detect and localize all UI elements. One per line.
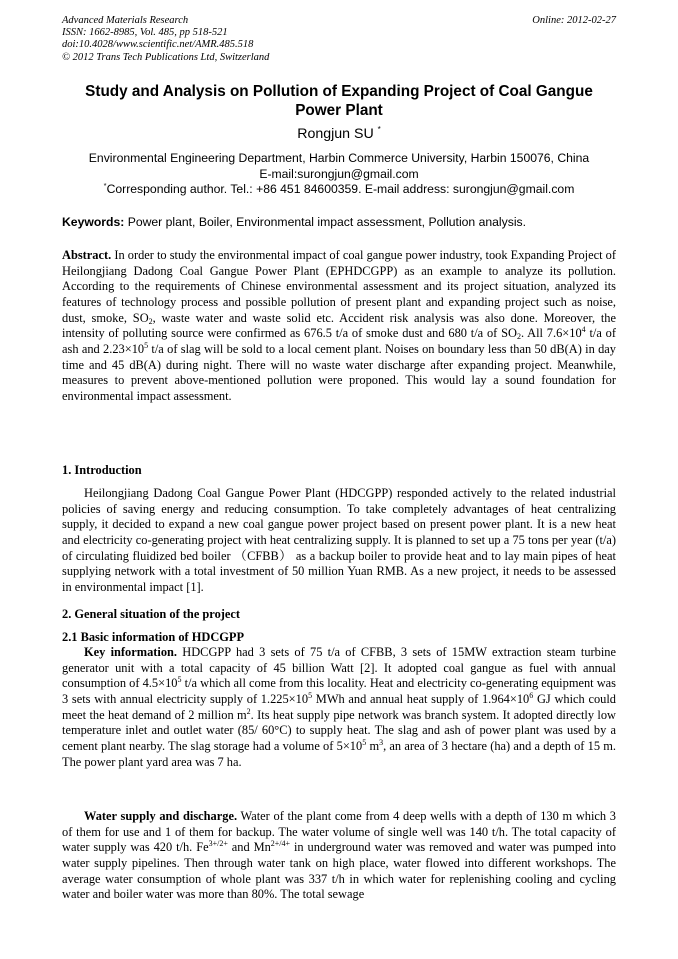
superscript: 5 (177, 675, 182, 685)
key-information-label: Key information. (84, 645, 178, 659)
abstract-text: In order to study the environmental impact of coal gangue power industry, took Expanding Project of Heilongjiang Dadong Coal Gangue Power Plant (EPHDCGPP) as an example to analyze its pollution. According to the requirements of Chinese environmental assessment and its project situation, analyzed its features of technology process and possible pollution of present plant and expanding project such as noise, dust, smoke, SO (62, 248, 616, 325)
author-line (62, 125, 616, 143)
copyright-line: © 2012 Trans Tech Publications Ltd, Switzerland (62, 51, 270, 63)
water-supply-paragraph (62, 809, 616, 903)
subscript: 2 (148, 316, 153, 326)
online-date: Online: 2012-02-27 (532, 15, 616, 26)
journal-name: Advanced Materials Research (62, 15, 189, 26)
paragraph-text: t/a which all come from this locality. Heat and electricity co-generating equipment was 3 sets with annual electricity supply of 1.225×10 (62, 676, 616, 706)
abstract-text: , waste water and waste solid etc. Accident risk analysis was also done. Moreover, the intensity of polluting source were confirmed as 676.5 t/a of smoke dust and 680 t/a of SO (62, 310, 616, 341)
key-information-paragraph (62, 645, 616, 770)
superscript: 6 (529, 690, 534, 700)
section-heading-general: 2. General situation of the project (62, 607, 241, 621)
paper-title: Study and Analysis on Pollution of Expanding Project of Coal Gangue Power Plant (85, 83, 593, 119)
section-heading-introduction: 1. Introduction (62, 463, 142, 477)
keywords-text: Power plant, Boiler, Environmental impact assessment, Pollution analysis. (124, 215, 527, 229)
superscript: 3+/2+ (208, 839, 228, 849)
superscript: 5 (144, 340, 149, 350)
superscript: 5 (308, 690, 313, 700)
superscript: 2+/4+ (270, 839, 291, 849)
keywords (62, 214, 616, 230)
corresponding-text: Corresponding author. Tel.: +86 451 84600359. E-mail address: surongjun@gmail.com (106, 182, 575, 196)
introduction-paragraph: Heilongjiang Dadong Coal Gangue Power Plant (HDCGPP) responded actively to the related industrial policies of saving energy and reducing consumption. To take completely advantages of heat centralizing supply, it decided to expand a new coal gangue power project based on present power plant. It is a new heat and electricity co-generating project with heat centralizing supply. It is planned to set up a 75 tons per year (t/a) of circulating fluidized bed boiler （CFBB） as a backup boiler to provide heat and to lay main pipes of heat supplying network with a total investment of 50 million Yuan RMB. As a new project, it needs to be assessed in environmental impact [1]. (62, 486, 616, 594)
author-mark: * (377, 125, 381, 134)
paragraph-text: GJ which could meet the heat demand of 2 million m (62, 691, 617, 722)
issn-line: ISSN: 1662-8985, Vol. 485, pp 518-521 (62, 27, 228, 39)
paragraph-text: m (366, 738, 380, 753)
author-name: Rongjun SU (297, 126, 374, 142)
keywords-label: Keywords: (62, 215, 125, 229)
paragraph-text: MWh and annual heat supply of 1.964×10 (312, 691, 530, 706)
subscript: 2 (516, 332, 521, 342)
journal-header (62, 15, 616, 64)
paragraph-text: in underground water was removed and water was pumped into water supply pipelines. Then through water tank on high place, water flowed into different workshops. The average water consumption of whole plant was 337 t/h in which water for replenishing cooling and cycling water and boiler water was more than 80%. The total sewage (62, 840, 616, 902)
water-supply-label: Water supply and discharge. (84, 809, 238, 823)
abstract-label: Abstract. (62, 248, 112, 262)
superscript: 3 (379, 737, 384, 747)
paragraph-text: HDCGPP had 3 sets of 75 t/a of CFBB, 3 sets of 15MW extraction steam turbine generator unit with a total capacity of 45 billion Watt [2]. It adopted coal gangue as fuel with annual consumption of 4.5×10 (62, 645, 617, 691)
paragraph-text: Water of the plant come from 4 deep wells with a depth of 130 m which 3 of them for use and 1 of them for backup. The water volume of single well was 140 t/h. The total capacity of water supply was 420 t/h. Fe (62, 809, 616, 855)
abstract (62, 248, 616, 405)
abstract-text: t/a of slag will be sold to a local cement plant. Noises on boundary less than 50 dB(A) in day time and 45 dB(A) during night. There will no waste water discharge after expanding project. Meanwhile, measures to prevent above-mentioned pollution were proponed. This would lay a sound foundation for environmental impact assessment. (62, 341, 616, 403)
doi-line[interactable]: doi:10.4028/www.scientific.net/AMR.485.518 (62, 39, 254, 51)
corresponding-mark: * (103, 181, 107, 190)
affiliation-block (62, 151, 616, 198)
abstract-text: . All 7.6×10 (520, 326, 582, 341)
paragraph-text: . Its heat supply pipe network was branch system. It adopted directly low temperature inlet and outlet water (85/ 60°C) to supply heat. The slag and ash of power plant was used by a cement plant nearby. The slag storage had a volume of 5×10 (62, 707, 617, 753)
corresponding-author (62, 182, 616, 198)
paragraph-text: and Mn (227, 840, 271, 855)
abstract-text: t/a of ash and 2.23×10 (62, 326, 616, 356)
superscript: 4 (581, 325, 586, 335)
department: Environmental Engineering Department, Harbin Commerce University, Harbin 150076, China (88, 151, 590, 165)
superscript: 2 (246, 706, 251, 716)
paragraph-text: , an area of 3 hectare (ha) and a depth of 15 m. The power plant yard area was 7 ha. (62, 738, 616, 769)
superscript: 5 (362, 737, 367, 747)
subsection-heading-basic-info: 2.1 Basic information of HDCGPP (62, 630, 245, 644)
author-email[interactable]: E-mail:surongjun@gmail.com (259, 166, 419, 181)
